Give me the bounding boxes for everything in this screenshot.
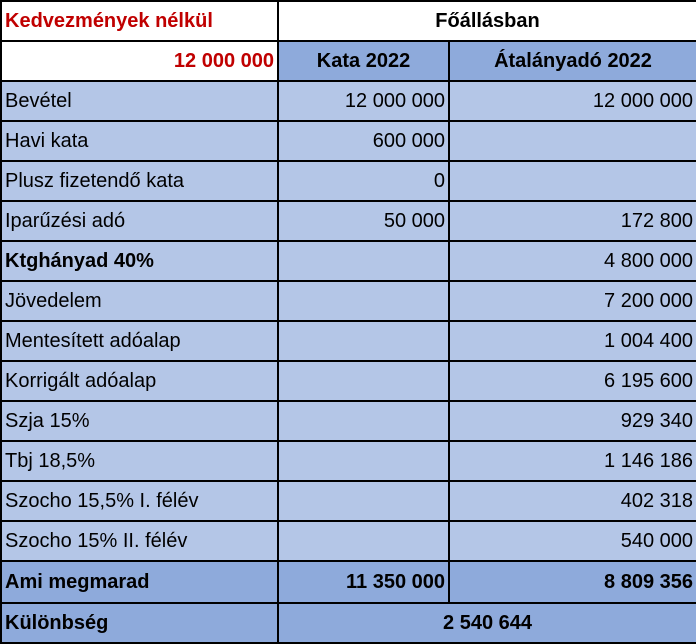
kata-value (278, 281, 449, 321)
kata-value: 0 (278, 161, 449, 201)
atalany-value (449, 121, 696, 161)
kata-value: 600 000 (278, 121, 449, 161)
table-row (1, 441, 696, 481)
row-label: Jövedelem (1, 281, 278, 321)
table-row (1, 161, 696, 201)
table-title: Kedvezmények nélkül (1, 1, 278, 41)
table-row (1, 201, 696, 241)
row-label: Plusz fizetendő kata (1, 161, 278, 201)
row-label: Havi kata (1, 121, 278, 161)
row-label: Szocho 15% II. félév (1, 521, 278, 561)
kata-value (278, 321, 449, 361)
kata-value (278, 401, 449, 441)
group-label: Főállásban (278, 1, 696, 41)
atalany-value: 6 195 600 (449, 361, 696, 401)
table-row (1, 481, 696, 521)
table-row (1, 81, 696, 121)
atalany-value: 402 318 (449, 481, 696, 521)
table-row (1, 361, 696, 401)
table-row (1, 241, 696, 281)
row-label: Tbj 18,5% (1, 441, 278, 481)
kata-value (278, 241, 449, 281)
atalany-value: 1 146 186 (449, 441, 696, 481)
remaining-row (1, 561, 696, 603)
header-row-1 (1, 1, 696, 41)
remaining-atalany: 8 809 356 (449, 561, 696, 603)
difference-row (1, 603, 696, 643)
table-row (1, 401, 696, 441)
col-header-kata: Kata 2022 (278, 41, 449, 81)
row-label: Bevétel (1, 81, 278, 121)
row-label: Mentesített adóalap (1, 321, 278, 361)
kata-value (278, 361, 449, 401)
table-row (1, 121, 696, 161)
atalany-value: 172 800 (449, 201, 696, 241)
table-row (1, 321, 696, 361)
atalany-value (449, 161, 696, 201)
col-header-atalany: Átalányadó 2022 (449, 41, 696, 81)
kata-value: 12 000 000 (278, 81, 449, 121)
kata-value (278, 521, 449, 561)
row-label: Iparűzési adó (1, 201, 278, 241)
row-label: Szocho 15,5% I. félév (1, 481, 278, 521)
atalany-value: 1 004 400 (449, 321, 696, 361)
atalany-value: 4 800 000 (449, 241, 696, 281)
kata-value: 50 000 (278, 201, 449, 241)
atalany-value: 12 000 000 (449, 81, 696, 121)
remaining-kata: 11 350 000 (278, 561, 449, 603)
table-row (1, 521, 696, 561)
difference-label: Különbség (1, 603, 278, 643)
row-label: Ktghányad 40% (1, 241, 278, 281)
table-row (1, 281, 696, 321)
row-label: Korrigált adóalap (1, 361, 278, 401)
atalany-value: 929 340 (449, 401, 696, 441)
atalany-value: 7 200 000 (449, 281, 696, 321)
atalany-value: 540 000 (449, 521, 696, 561)
header-row-2 (1, 41, 696, 81)
remaining-label: Ami megmarad (1, 561, 278, 603)
kata-value (278, 481, 449, 521)
income-amount: 12 000 000 (1, 41, 278, 81)
row-label: Szja 15% (1, 401, 278, 441)
difference-value: 2 540 644 (278, 603, 696, 643)
kata-value (278, 441, 449, 481)
